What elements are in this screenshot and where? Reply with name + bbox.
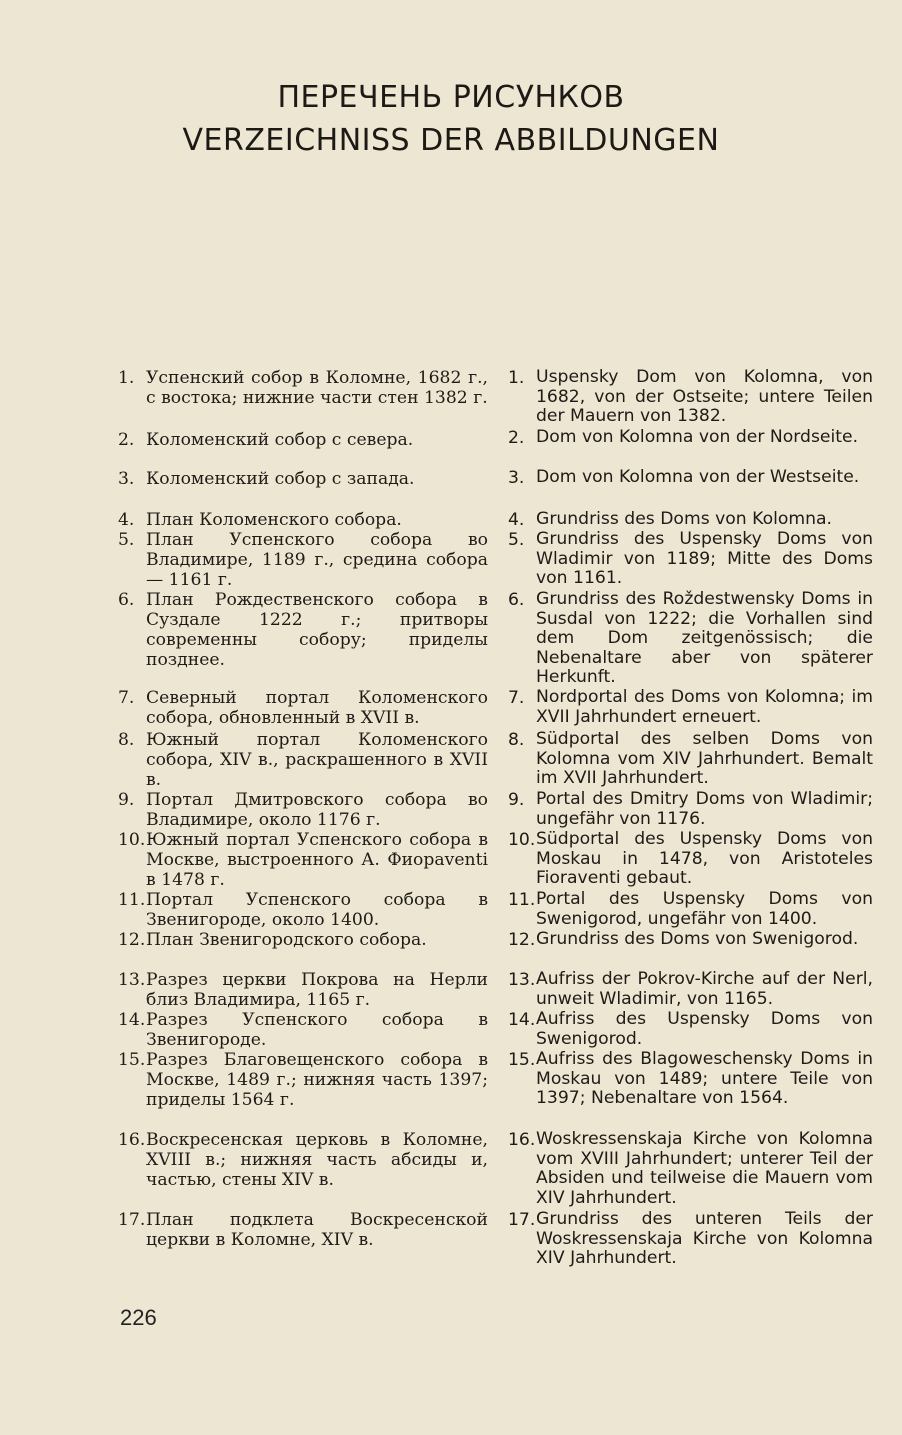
list-item: 15. Разрез Благовещенского собора в Москве, 1489 г.; нижняя часть 1397; приделы 1564 г. <box>118 1050 488 1110</box>
list-item: 2. Коломенский собор с севера. <box>118 430 414 450</box>
title-russian: ПЕРЕЧЕНЬ РИСУНКОВ <box>277 80 625 115</box>
list-item: 11. Портал Успенского собора в Звенигороде, около 1400. <box>118 890 488 930</box>
list-item: 3. Dom von Kolomna von der Westseite. <box>508 467 860 488</box>
list-item: 1. Успенский собор в Коломне, 1682 г., с востока; нижние части стен 1382 г. <box>118 368 488 408</box>
list-item: 13. Aufriss der Pokrov-Kirche auf der Nerl, unweit Wladimir, von 1165. <box>508 969 873 1009</box>
list-item: 13. Разрез церкви Покрова на Нерли близ Владимира, 1165 г. <box>118 970 488 1010</box>
list-item: 10. Южный портал Успенского собора в Москве, выстроенного А. Фиораventi в 1478 г. <box>118 830 488 890</box>
list-item: 14. Разрез Успенского собора в Звенигороде. <box>118 1010 488 1050</box>
list-item: 15. Aufriss des Blagoweschensky Doms in Moskau von 1489; untere Teile von 1397; Nebenaltare von 1564. <box>508 1049 873 1109</box>
page-number: 226 <box>120 1305 157 1330</box>
list-item: 14. Aufriss des Uspensky Doms von Swenigorod. <box>508 1009 873 1049</box>
list-item: 6. План Рождественского собора в Суздале 1222 г.; притворы современны собору; приделы позднее. <box>118 590 488 670</box>
list-item: 5. План Успенского собора во Владимире, 1189 г., средина собора— 1161 г. <box>118 530 488 590</box>
list-item: 12. План Звенигородского собора. <box>118 930 427 950</box>
list-item: 9. Портал Дмитровского собора во Владимире, около 1176 г. <box>118 790 488 830</box>
list-item: 17. Grundriss des unteren Teils der Woskressenskaja Kirche von Kolomna XIV Jahrhundert. <box>508 1209 873 1269</box>
title-german: VERZEICHNISS DER ABBILDUNGEN <box>182 123 720 158</box>
list-item: 2. Dom von Kolomna von der Nordseite. <box>508 427 859 448</box>
list-item: 3. Коломенский собор с запада. <box>118 469 415 489</box>
list-item: 10. Südportal des Uspensky Doms von Moskau in 1478, von Aristoteles Fioraventi gebaut. <box>508 829 873 889</box>
list-item: 1. Uspensky Dom von Kolomna, von 1682, von der Ostseite; untere Teilen der Mauern von 1382. <box>508 367 873 427</box>
list-item: 16. Woskressenskaja Kirche von Kolomna vom XVIII Jahrhundert; unterer Teil der Absiden und teilweise die Mauern vom XIV Jahrhundert. <box>508 1129 873 1208</box>
list-item: 8. Южный портал Коломенского собора, XIV в., раскрашенного в XVII в. <box>118 730 488 790</box>
list-item: 4. План Коломенского собора. <box>118 510 402 530</box>
list-item: 16. Воскресенская церковь в Коломне, XVIII в.; нижняя часть абсиды и, частью, стены XIV в. <box>118 1130 488 1190</box>
list-item: 9. Portal des Dmitry Doms von Wladimir; ungefähr von 1176. <box>508 789 873 829</box>
list-item: 8. Südportal des selben Doms von Kolomna vom XIV Jahrhundert. Bemalt im XVII Jahrhundert. <box>508 729 873 789</box>
list-item: 5. Grundriss des Uspensky Doms von Wladimir von 1189; Mitte des Doms von 1161. <box>508 529 873 589</box>
list-item: 17. План подклета Воскресенской церкви в Коломне, XIV в. <box>118 1210 488 1250</box>
list-item: 7. Северный портал Коломенского собора, обновленный в XVII в. <box>118 688 488 728</box>
list-item: 11. Portal des Uspensky Doms von Swenigorod, ungefähr von 1400. <box>508 889 873 929</box>
list-item: 12. Grundriss des Doms von Swenigorod. <box>508 929 859 950</box>
list-item: 7. Nordportal des Doms von Kolomna; im XVII Jahrhundert erneuert. <box>508 687 873 727</box>
list-item: 6. Grundriss des Roždestwensky Doms in Susdal von 1222; die Vorhallen sind dem Dom zeitgenössisch; die Nebenaltare aber von späterer Herkunft. <box>508 589 873 688</box>
list-item: 4. Grundriss des Doms von Kolomna. <box>508 509 833 530</box>
